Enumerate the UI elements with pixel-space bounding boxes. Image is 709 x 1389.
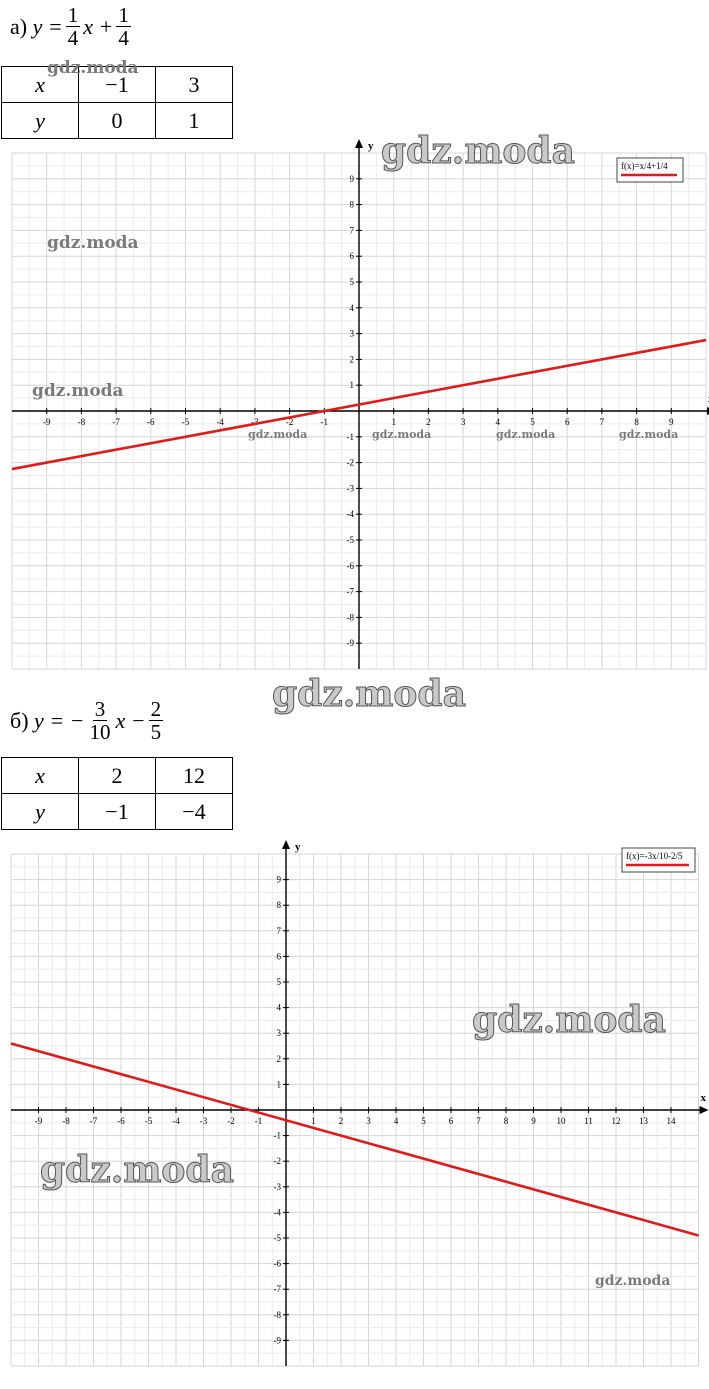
table-cell: 12 — [156, 758, 233, 794]
legend-label: f(x)=-3x/10-2/5 — [626, 851, 683, 861]
y-tick-label: 8 — [349, 199, 354, 210]
x-tick-label: 1 — [391, 417, 396, 427]
y-tick-label: -4 — [273, 1207, 281, 1218]
y-tick-label: -3 — [346, 483, 354, 494]
fraction: $\frac{3}{10}$ — [89, 697, 111, 745]
y-tick-label: -7 — [273, 1284, 281, 1295]
x-tick-label: -8 — [62, 1116, 70, 1126]
watermark: gdz.moda — [372, 428, 432, 441]
x-tick-label: 7 — [599, 417, 605, 427]
watermark: gdz.moda — [47, 233, 139, 253]
watermark: gdz.moda — [248, 428, 308, 441]
x-tick-label: -4 — [216, 417, 224, 427]
x-tick-label: 12 — [611, 1116, 621, 1126]
y-tick-label: 5 — [349, 277, 354, 287]
x-tick-label: -1 — [254, 1116, 263, 1126]
values-table-b — [1, 757, 233, 830]
x-tick-label: -5 — [144, 1116, 153, 1126]
x-tick-label: 4 — [393, 1116, 399, 1126]
x-tick-label: 2 — [426, 417, 431, 427]
equation-label: б) — [10, 707, 29, 733]
table-header-y: y — [2, 103, 79, 139]
y-axis-arrow — [282, 840, 290, 849]
fraction: $\frac{1}{4}$ — [118, 3, 129, 51]
x-tick-label: 9 — [531, 1116, 536, 1126]
x-tick-label: 5 — [421, 1116, 426, 1126]
y-tick-label: 1 — [276, 1079, 281, 1090]
x-tick-label: -3 — [251, 417, 259, 427]
watermark: gdz.moda — [272, 673, 466, 715]
y-tick-label: 4 — [276, 1002, 281, 1013]
fraction: $\frac{1}{4}$ — [67, 3, 79, 51]
x-tick-label: 10 — [556, 1116, 566, 1126]
x-tick-label: -9 — [34, 1116, 43, 1126]
table-cell: −1 — [79, 67, 156, 103]
y-tick-label: -5 — [273, 1233, 281, 1243]
watermark: gdz.moda — [472, 999, 666, 1041]
equation-lhs: y = − — [34, 707, 85, 733]
y-axis-arrow — [355, 139, 363, 148]
y-tick-label: -1 — [346, 431, 354, 442]
watermark: gdz.moda — [619, 428, 679, 441]
table-row — [2, 758, 233, 794]
fraction: $\frac{2}{5}$ — [150, 697, 162, 745]
y-tick-label: 7 — [349, 225, 354, 236]
equation-label: а) — [10, 13, 28, 39]
y-tick-label: -6 — [346, 560, 354, 571]
x-tick-label: -4 — [172, 1116, 180, 1126]
table-cell: 3 — [156, 67, 233, 103]
y-tick-label: -2 — [273, 1156, 281, 1167]
table-cell: −1 — [79, 794, 156, 830]
watermark: gdz.moda — [496, 428, 556, 441]
graph-a — [0, 130, 709, 670]
values-table-a — [1, 66, 233, 139]
watermark: gdz.moda — [595, 1273, 671, 1289]
y-tick-label: 5 — [276, 977, 281, 987]
legend-label: f(x)=x/4+1/4 — [621, 161, 668, 171]
x-tick-label: 8 — [503, 1116, 509, 1126]
x-tick-label: 3 — [366, 1116, 371, 1126]
y-tick-label: -8 — [346, 612, 354, 623]
y-tick-label: 3 — [349, 328, 354, 339]
x-tick-label: 6 — [564, 417, 570, 427]
x-tick-label: -7 — [89, 1116, 98, 1126]
table-row — [2, 103, 233, 139]
x-tick-label: 5 — [530, 417, 535, 427]
y-tick-label: -8 — [273, 1309, 281, 1320]
y-tick-label: 6 — [276, 951, 281, 962]
y-tick-label: -4 — [346, 509, 354, 520]
y-tick-label: 2 — [349, 354, 354, 365]
table-cell: −4 — [156, 794, 233, 830]
y-tick-label: 6 — [349, 251, 354, 262]
y-tick-label: 4 — [349, 302, 354, 313]
x-tick-label: -2 — [227, 1116, 235, 1126]
x-tick-label: -9 — [42, 417, 51, 427]
y-tick-label: -6 — [273, 1258, 281, 1269]
y-tick-label: -2 — [346, 457, 354, 468]
table-cell: 2 — [79, 758, 156, 794]
table-header-x: x — [2, 758, 79, 794]
watermark: gdz.moda — [47, 58, 139, 78]
x-tick-label: 1 — [311, 1116, 316, 1126]
x-tick-label: 7 — [476, 1116, 481, 1126]
y-tick-label: 3 — [276, 1028, 281, 1039]
x-tick-label: 6 — [448, 1116, 454, 1126]
watermark: gdz.moda — [40, 1149, 234, 1191]
x-tick-label: -8 — [77, 417, 86, 427]
y-tick-label: -7 — [346, 586, 354, 597]
y-tick-label: -9 — [273, 1335, 281, 1346]
y-tick-label: 9 — [349, 173, 354, 184]
x-tick-label: 2 — [338, 1116, 344, 1126]
y-tick-label: 8 — [276, 900, 281, 911]
x-tick-label: -1 — [320, 417, 329, 427]
watermark: gdz.moda — [32, 381, 124, 401]
graph-b — [0, 840, 709, 1385]
table-cell: 0 — [79, 103, 156, 139]
equation-lhs: y = — [32, 13, 63, 39]
table-cell: 1 — [156, 103, 233, 139]
panel-b — [0, 670, 709, 1389]
x-tick-label: 4 — [495, 417, 501, 427]
table-header-y: y — [2, 794, 79, 830]
y-axis-label: y — [368, 140, 374, 152]
y-tick-label: -3 — [273, 1181, 281, 1192]
x-tick-label: -6 — [117, 1116, 125, 1126]
equation-a — [10, 4, 134, 49]
x-tick-label: 3 — [460, 417, 466, 427]
y-axis-label: y — [295, 841, 301, 853]
y-tick-label: 2 — [276, 1053, 281, 1064]
x-tick-label: 11 — [584, 1116, 593, 1126]
x-tick-label: -7 — [112, 417, 120, 427]
y-tick-label: -5 — [346, 535, 354, 545]
x-tick-label: -3 — [199, 1116, 208, 1126]
y-tick-label: -9 — [346, 638, 354, 649]
equation-term: x + — [83, 13, 114, 39]
x-tick-label: 9 — [669, 417, 674, 427]
watermark: gdz.moda — [381, 130, 575, 172]
table-row — [2, 67, 233, 103]
y-tick-label: 7 — [276, 925, 281, 936]
x-tick-label: -6 — [147, 417, 155, 427]
equation-term: x − — [115, 707, 146, 733]
x-tick-label: 14 — [666, 1116, 676, 1126]
x-tick-label: -2 — [285, 417, 294, 427]
x-tick-label: 13 — [639, 1116, 648, 1126]
y-tick-label: -1 — [273, 1130, 281, 1141]
equation-b — [10, 698, 166, 743]
x-axis-arrow — [700, 1106, 709, 1114]
y-tick-label: 9 — [276, 874, 281, 885]
panel-a — [0, 0, 709, 670]
table-header-x: x — [2, 67, 79, 103]
table-row — [2, 794, 233, 830]
x-axis-label: x — [700, 1092, 706, 1104]
x-tick-label: 8 — [634, 417, 639, 427]
x-tick-label: -5 — [181, 417, 190, 427]
y-tick-label: 1 — [349, 380, 354, 391]
